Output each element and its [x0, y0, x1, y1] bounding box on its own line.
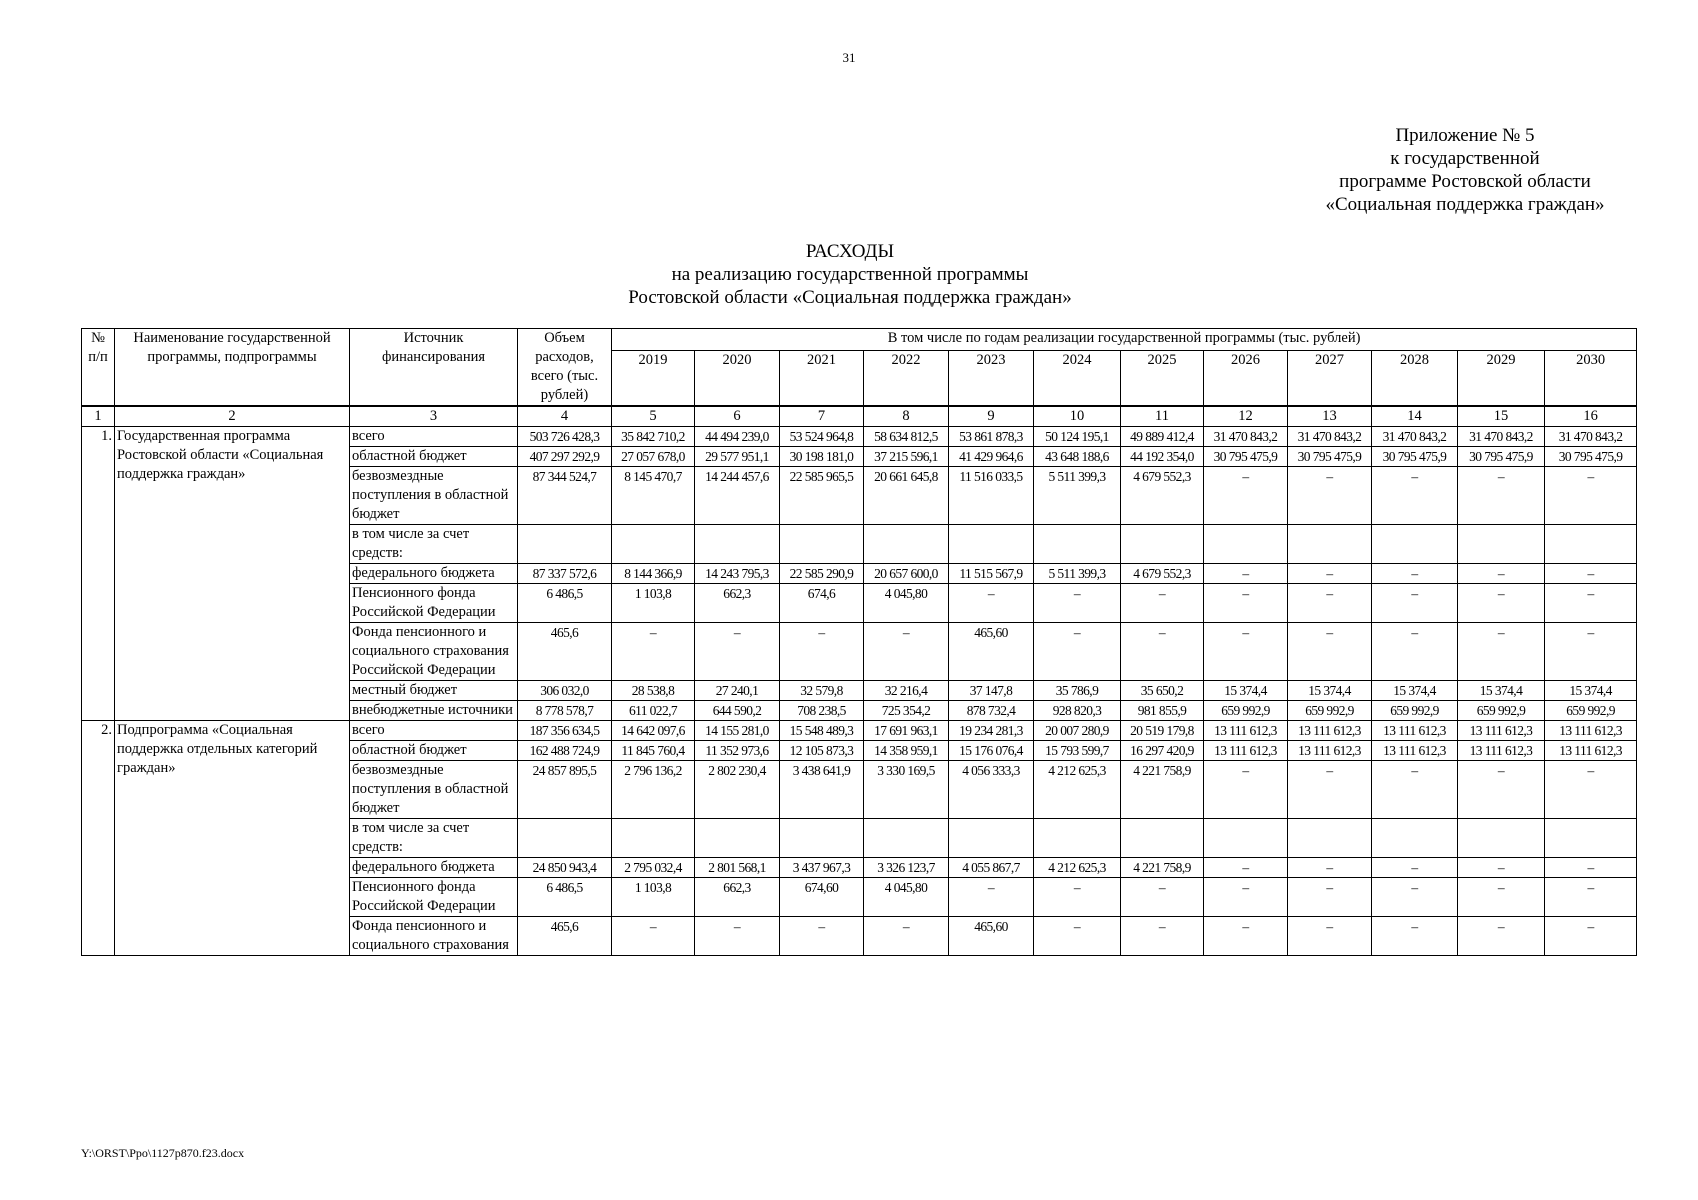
year-value-cell: 15 793 599,7 [1034, 741, 1121, 761]
year-value-cell [1288, 525, 1372, 564]
year-value-cell: 30 795 475,9 [1372, 447, 1458, 467]
year-value-cell: 14 358 959,1 [864, 741, 949, 761]
header-year: 2030 [1545, 350, 1637, 406]
total-cell: 306 032,0 [518, 681, 612, 701]
total-cell: 6 486,5 [518, 878, 612, 917]
year-value-cell: 13 111 612,3 [1288, 741, 1372, 761]
column-index: 6 [695, 406, 780, 427]
year-value-cell: 35 842 710,2 [612, 427, 695, 447]
year-value-cell: – [612, 623, 695, 681]
year-value-cell: 28 538,8 [612, 681, 695, 701]
year-value-cell: 15 176 076,4 [949, 741, 1034, 761]
year-value-cell: – [1545, 564, 1637, 584]
year-value-cell [1034, 525, 1121, 564]
column-index: 9 [949, 406, 1034, 427]
year-value-cell: 32 216,4 [864, 681, 949, 701]
year-value-cell: – [1372, 878, 1458, 917]
column-index: 3 [350, 406, 518, 427]
appendix-line: «Социальная поддержка граждан» [1325, 194, 1605, 215]
total-cell: 407 297 292,9 [518, 447, 612, 467]
funding-source: областной бюджет [350, 741, 518, 761]
year-value-cell: – [1545, 467, 1637, 525]
expenses-table [81, 328, 1637, 956]
year-value-cell: 15 374,4 [1545, 681, 1637, 701]
year-value-cell: – [1121, 917, 1204, 956]
year-value-cell: 27 240,1 [695, 681, 780, 701]
year-value-cell: 14 244 457,6 [695, 467, 780, 525]
year-value-cell [1204, 819, 1288, 858]
table-row [82, 721, 1637, 741]
year-value-cell [612, 819, 695, 858]
year-value-cell: – [864, 623, 949, 681]
header-year: 2029 [1458, 350, 1545, 406]
year-value-cell: – [949, 878, 1034, 917]
total-cell: 24 857 895,5 [518, 761, 612, 819]
column-index: 1 [82, 406, 115, 427]
year-value-cell: – [1121, 584, 1204, 623]
year-value-cell: 11 845 760,4 [612, 741, 695, 761]
header-year: 2019 [612, 350, 695, 406]
year-value-cell: 49 889 412,4 [1121, 427, 1204, 447]
header-year: 2025 [1121, 350, 1204, 406]
year-value-cell: – [1204, 858, 1288, 878]
year-value-cell: – [1288, 467, 1372, 525]
column-index: 8 [864, 406, 949, 427]
year-value-cell: – [1458, 917, 1545, 956]
header-year: 2026 [1204, 350, 1288, 406]
year-value-cell: 53 861 878,3 [949, 427, 1034, 447]
year-value-cell [612, 525, 695, 564]
year-value-cell: – [1458, 564, 1545, 584]
table-body [82, 406, 1637, 956]
year-value-cell: 2 802 230,4 [695, 761, 780, 819]
column-index: 2 [115, 406, 350, 427]
year-value-cell: 31 470 843,2 [1545, 427, 1637, 447]
header-year: 2028 [1372, 350, 1458, 406]
year-value-cell: – [1545, 623, 1637, 681]
year-value-cell: 662,3 [695, 584, 780, 623]
program-name: Государственная программа Ростовской области «Социальная поддержка граждан» [115, 427, 350, 721]
total-cell [518, 525, 612, 564]
total-cell: 187 356 634,5 [518, 721, 612, 741]
year-value-cell: 30 795 475,9 [1204, 447, 1288, 467]
year-value-cell: 4 056 333,3 [949, 761, 1034, 819]
year-value-cell [949, 819, 1034, 858]
year-value-cell: 20 657 600,0 [864, 564, 949, 584]
year-value-cell [864, 525, 949, 564]
document-title: РАСХОДЫ [805, 241, 895, 262]
year-value-cell: 3 438 641,9 [780, 761, 864, 819]
year-value-cell: 4 055 867,7 [949, 858, 1034, 878]
funding-source: федерального бюджета [350, 858, 518, 878]
funding-source: Пенсионного фонда Российской Федерации [350, 878, 518, 917]
year-value-cell: – [1545, 584, 1637, 623]
year-value-cell [1458, 525, 1545, 564]
year-value-cell [1458, 819, 1545, 858]
year-value-cell [1204, 525, 1288, 564]
total-cell: 24 850 943,4 [518, 858, 612, 878]
column-index: 7 [780, 406, 864, 427]
year-value-cell: 5 511 399,3 [1034, 564, 1121, 584]
year-value-cell: – [1372, 564, 1458, 584]
year-value-cell: 32 579,8 [780, 681, 864, 701]
year-value-cell: 14 642 097,6 [612, 721, 695, 741]
year-value-cell: 43 648 188,6 [1034, 447, 1121, 467]
year-value-cell: 35 650,2 [1121, 681, 1204, 701]
column-index: 5 [612, 406, 695, 427]
year-value-cell: 8 144 366,9 [612, 564, 695, 584]
total-cell: 8 778 578,7 [518, 701, 612, 721]
document-title-block [540, 240, 1160, 309]
header-total: Объем расходов, всего (тыс. рублей) [518, 329, 612, 407]
year-value-cell: 1 103,8 [612, 878, 695, 917]
total-cell: 465,6 [518, 623, 612, 681]
total-cell: 465,6 [518, 917, 612, 956]
year-value-cell: 2 801 568,1 [695, 858, 780, 878]
year-value-cell: – [1458, 858, 1545, 878]
year-value-cell: – [695, 623, 780, 681]
header-year: 2024 [1034, 350, 1121, 406]
year-value-cell: 53 524 964,8 [780, 427, 864, 447]
year-value-cell: 20 661 645,8 [864, 467, 949, 525]
year-value-cell: 20 519 179,8 [1121, 721, 1204, 741]
year-value-cell: – [1372, 584, 1458, 623]
header-years-caption: В том числе по годам реализации государственной программы (тыс. рублей) [612, 329, 1637, 351]
year-value-cell: 611 022,7 [612, 701, 695, 721]
year-value-cell: – [1288, 878, 1372, 917]
year-value-cell [1034, 819, 1121, 858]
appendix-line: программе Ростовской области [1339, 171, 1591, 192]
year-value-cell: 3 330 169,5 [864, 761, 949, 819]
year-value-cell: – [1372, 623, 1458, 681]
year-value-cell: 30 198 181,0 [780, 447, 864, 467]
year-value-cell: 31 470 843,2 [1372, 427, 1458, 447]
year-value-cell: 659 992,9 [1545, 701, 1637, 721]
year-value-cell: 13 111 612,3 [1372, 721, 1458, 741]
year-value-cell [1372, 525, 1458, 564]
year-value-cell: 725 354,2 [864, 701, 949, 721]
year-value-cell: 13 111 612,3 [1545, 721, 1637, 741]
year-value-cell: – [1034, 584, 1121, 623]
year-value-cell: – [1204, 623, 1288, 681]
total-cell: 87 337 572,6 [518, 564, 612, 584]
year-value-cell: 30 795 475,9 [1545, 447, 1637, 467]
year-value-cell: – [1288, 917, 1372, 956]
year-value-cell: 465,60 [949, 623, 1034, 681]
year-value-cell: – [1288, 564, 1372, 584]
year-value-cell: 13 111 612,3 [1372, 741, 1458, 761]
year-value-cell: 674,6 [780, 584, 864, 623]
year-value-cell [1545, 819, 1637, 858]
year-value-cell: 8 145 470,7 [612, 467, 695, 525]
year-value-cell: 13 111 612,3 [1204, 741, 1288, 761]
total-cell: 503 726 428,3 [518, 427, 612, 447]
page-number: 31 [842, 50, 856, 65]
header-year: 2020 [695, 350, 780, 406]
year-value-cell: 4 221 758,9 [1121, 761, 1204, 819]
year-value-cell: 5 511 399,3 [1034, 467, 1121, 525]
year-value-cell: 11 516 033,5 [949, 467, 1034, 525]
year-value-cell: 12 105 873,3 [780, 741, 864, 761]
appendix-note [1300, 124, 1630, 216]
header-year: 2023 [949, 350, 1034, 406]
header-name: Наименование государственной программы, подпрограммы [115, 329, 350, 407]
column-index: 12 [1204, 406, 1288, 427]
year-value-cell: 41 429 964,6 [949, 447, 1034, 467]
total-cell: 6 486,5 [518, 584, 612, 623]
year-value-cell: 13 111 612,3 [1288, 721, 1372, 741]
funding-source: Фонда пенсионного и социального страхования Российской Федерации [350, 623, 518, 681]
year-value-cell: 11 352 973,6 [695, 741, 780, 761]
header-source: Источник финансирования [350, 329, 518, 407]
year-value-cell: – [949, 584, 1034, 623]
funding-source: безвозмездные поступления в областной бюджет [350, 467, 518, 525]
funding-source: безвозмездные поступления в областной бюджет [350, 761, 518, 819]
header-row [82, 329, 1637, 351]
year-value-cell: 662,3 [695, 878, 780, 917]
year-value-cell: 4 679 552,3 [1121, 564, 1204, 584]
year-value-cell: 37 147,8 [949, 681, 1034, 701]
year-value-cell: 15 374,4 [1372, 681, 1458, 701]
year-value-cell: – [1034, 878, 1121, 917]
year-value-cell: – [1458, 878, 1545, 917]
year-value-cell: 928 820,3 [1034, 701, 1121, 721]
year-value-cell: – [1288, 584, 1372, 623]
year-value-cell: – [1458, 761, 1545, 819]
year-value-cell: – [1204, 467, 1288, 525]
year-value-cell: 4 221 758,9 [1121, 858, 1204, 878]
column-index: 14 [1372, 406, 1458, 427]
column-index: 11 [1121, 406, 1204, 427]
year-value-cell: 15 374,4 [1204, 681, 1288, 701]
header-year: 2027 [1288, 350, 1372, 406]
year-value-cell: 659 992,9 [1458, 701, 1545, 721]
year-value-cell [780, 525, 864, 564]
year-value-cell: 14 243 795,3 [695, 564, 780, 584]
year-value-cell [949, 525, 1034, 564]
appendix-line: Приложение № 5 [1395, 125, 1535, 146]
year-value-cell: 3 437 967,3 [780, 858, 864, 878]
year-value-cell: 22 585 965,5 [780, 467, 864, 525]
year-value-cell: 13 111 612,3 [1204, 721, 1288, 741]
year-value-cell [1545, 525, 1637, 564]
year-value-cell: – [1204, 761, 1288, 819]
year-value-cell: 659 992,9 [1204, 701, 1288, 721]
year-value-cell [1288, 819, 1372, 858]
year-value-cell: – [612, 917, 695, 956]
funding-source: внебюджетные источники [350, 701, 518, 721]
year-value-cell: 11 515 567,9 [949, 564, 1034, 584]
funding-source: всего [350, 721, 518, 741]
year-value-cell: 644 590,2 [695, 701, 780, 721]
year-value-cell: 30 795 475,9 [1458, 447, 1545, 467]
file-path-footer: Y:\ORST\Ppo\1127p870.f23.docx [81, 1146, 245, 1160]
year-value-cell: 31 470 843,2 [1288, 427, 1372, 447]
year-value-cell: 1 103,8 [612, 584, 695, 623]
year-value-cell: 4 212 625,3 [1034, 858, 1121, 878]
funding-source: Пенсионного фонда Российской Федерации [350, 584, 518, 623]
year-value-cell: 674,60 [780, 878, 864, 917]
column-index: 10 [1034, 406, 1121, 427]
year-value-cell [695, 819, 780, 858]
year-value-cell: – [1545, 878, 1637, 917]
year-value-cell: 4 045,80 [864, 878, 949, 917]
program-number: 1. [82, 427, 115, 721]
year-value-cell [864, 819, 949, 858]
year-value-cell: – [1545, 858, 1637, 878]
year-value-cell [695, 525, 780, 564]
year-value-cell: – [1204, 878, 1288, 917]
year-value-cell: – [1458, 623, 1545, 681]
year-value-cell: 35 786,9 [1034, 681, 1121, 701]
funding-source: областной бюджет [350, 447, 518, 467]
year-value-cell: – [1204, 564, 1288, 584]
funding-source: федерального бюджета [350, 564, 518, 584]
year-value-cell: 30 795 475,9 [1288, 447, 1372, 467]
funding-source: Фонда пенсионного и социального страхования [350, 917, 518, 956]
year-value-cell: – [780, 623, 864, 681]
header-year: 2021 [780, 350, 864, 406]
column-index-row [82, 406, 1637, 427]
year-value-cell: – [1372, 917, 1458, 956]
year-value-cell: – [1372, 761, 1458, 819]
year-value-cell: – [1288, 858, 1372, 878]
funding-source: в том числе за счет средств: [350, 525, 518, 564]
program-name: Подпрограмма «Социальная поддержка отдельных категорий граждан» [115, 721, 350, 956]
year-value-cell: – [1121, 878, 1204, 917]
year-value-cell: 15 548 489,3 [780, 721, 864, 741]
year-value-cell: 15 374,4 [1288, 681, 1372, 701]
year-value-cell: – [1372, 467, 1458, 525]
year-value-cell: – [1034, 917, 1121, 956]
program-number: 2. [82, 721, 115, 956]
year-value-cell: – [1372, 858, 1458, 878]
year-value-cell: 659 992,9 [1288, 701, 1372, 721]
year-value-cell: 465,60 [949, 917, 1034, 956]
year-value-cell: 3 326 123,7 [864, 858, 949, 878]
document-subtitle-line: на реализацию государственной программы [671, 264, 1029, 285]
year-value-cell: 22 585 290,9 [780, 564, 864, 584]
year-value-cell: 981 855,9 [1121, 701, 1204, 721]
appendix-line: к государственной [1390, 148, 1540, 169]
year-value-cell: 50 124 195,1 [1034, 427, 1121, 447]
year-value-cell: 15 374,4 [1458, 681, 1545, 701]
year-value-cell [1121, 525, 1204, 564]
year-value-cell: – [1034, 623, 1121, 681]
year-value-cell: – [864, 917, 949, 956]
year-value-cell: 31 470 843,2 [1204, 427, 1288, 447]
year-value-cell: – [1204, 917, 1288, 956]
year-value-cell: 58 634 812,5 [864, 427, 949, 447]
year-value-cell: 27 057 678,0 [612, 447, 695, 467]
year-value-cell: 878 732,4 [949, 701, 1034, 721]
year-value-cell: – [1288, 761, 1372, 819]
year-value-cell: 4 045,80 [864, 584, 949, 623]
year-value-cell: 20 007 280,9 [1034, 721, 1121, 741]
header-year: 2022 [864, 350, 949, 406]
year-value-cell: – [1121, 623, 1204, 681]
year-value-cell: 44 192 354,0 [1121, 447, 1204, 467]
year-value-cell: 13 111 612,3 [1458, 721, 1545, 741]
year-value-cell: 14 155 281,0 [695, 721, 780, 741]
column-index: 15 [1458, 406, 1545, 427]
year-value-cell: 44 494 239,0 [695, 427, 780, 447]
year-value-cell: 4 212 625,3 [1034, 761, 1121, 819]
year-value-cell: – [780, 917, 864, 956]
year-value-cell: 16 297 420,9 [1121, 741, 1204, 761]
column-index: 16 [1545, 406, 1637, 427]
year-value-cell: 659 992,9 [1372, 701, 1458, 721]
year-value-cell: – [1545, 761, 1637, 819]
year-value-cell: – [1288, 623, 1372, 681]
year-value-cell: 4 679 552,3 [1121, 467, 1204, 525]
year-value-cell: 31 470 843,2 [1458, 427, 1545, 447]
year-value-cell: 2 795 032,4 [612, 858, 695, 878]
year-value-cell: 13 111 612,3 [1545, 741, 1637, 761]
header-num: № п/п [82, 329, 115, 407]
funding-source: в том числе за счет средств: [350, 819, 518, 858]
funding-source: местный бюджет [350, 681, 518, 701]
total-cell [518, 819, 612, 858]
year-value-cell: – [695, 917, 780, 956]
total-cell: 162 488 724,9 [518, 741, 612, 761]
column-index: 13 [1288, 406, 1372, 427]
year-value-cell: 19 234 281,3 [949, 721, 1034, 741]
year-value-cell: 13 111 612,3 [1458, 741, 1545, 761]
year-value-cell: – [1458, 584, 1545, 623]
table-row [82, 427, 1637, 447]
year-value-cell: – [1458, 467, 1545, 525]
year-value-cell [1121, 819, 1204, 858]
column-index: 4 [518, 406, 612, 427]
year-value-cell: 37 215 596,1 [864, 447, 949, 467]
year-value-cell [780, 819, 864, 858]
total-cell: 87 344 524,7 [518, 467, 612, 525]
year-value-cell: – [1545, 917, 1637, 956]
year-value-cell: 2 796 136,2 [612, 761, 695, 819]
funding-source: всего [350, 427, 518, 447]
year-value-cell: 708 238,5 [780, 701, 864, 721]
year-value-cell: – [1204, 584, 1288, 623]
year-value-cell [1372, 819, 1458, 858]
year-value-cell: 29 577 951,1 [695, 447, 780, 467]
year-value-cell: 17 691 963,1 [864, 721, 949, 741]
document-subtitle-line: Ростовской области «Социальная поддержка граждан» [628, 287, 1072, 308]
